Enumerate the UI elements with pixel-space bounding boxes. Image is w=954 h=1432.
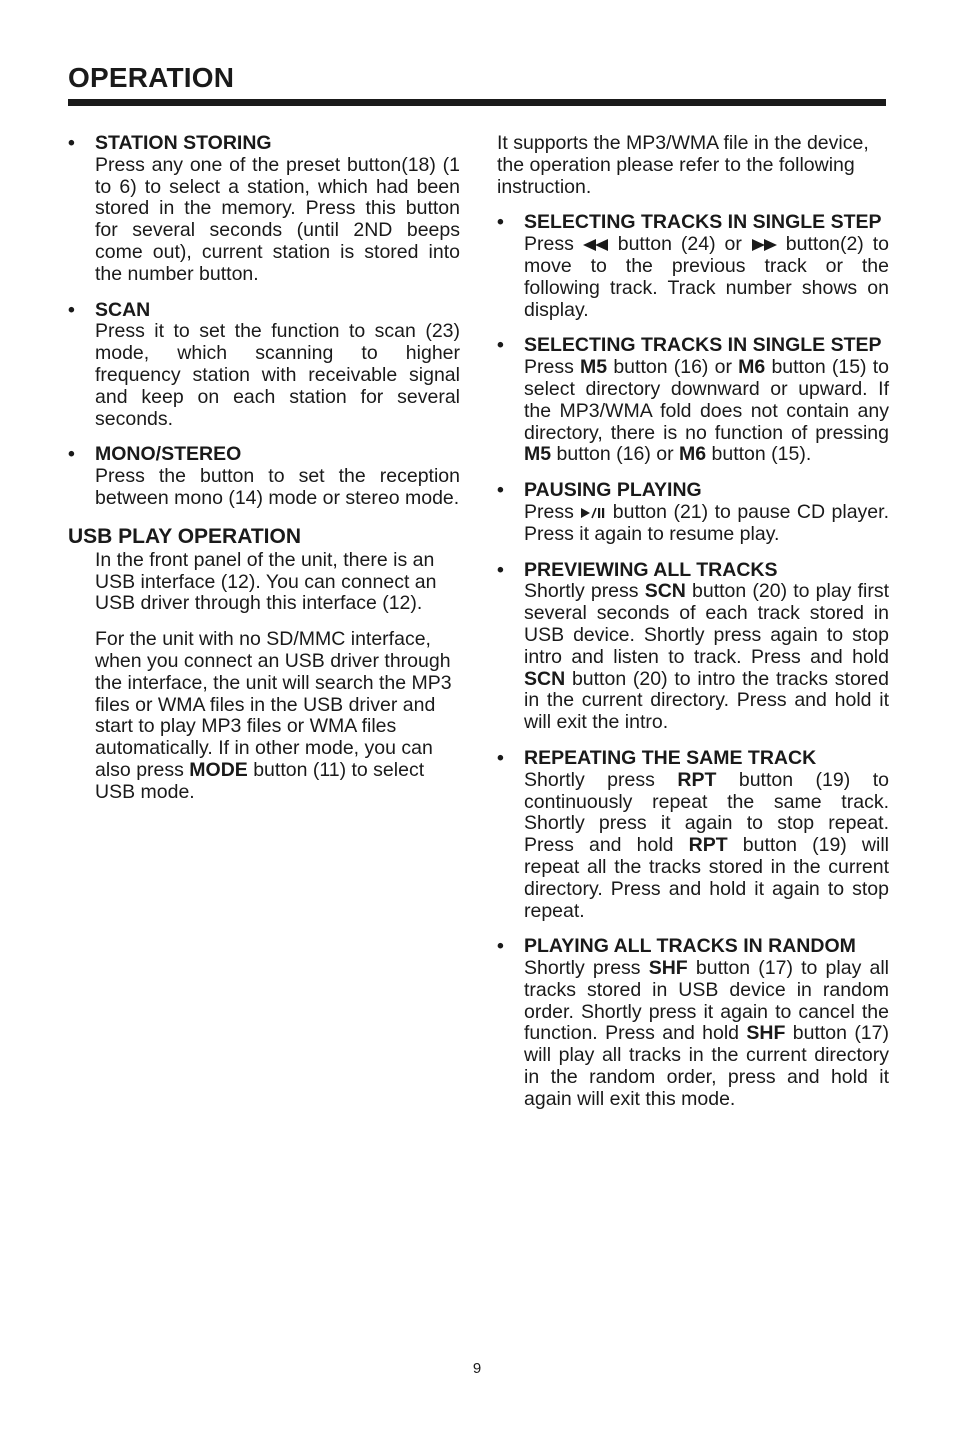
section-body: Press it to set the function to scan (23) mode, which scanning to higher frequency station with receivable signal and keep on each station for several seconds. xyxy=(95,320,460,430)
section-body: Shortly press RPT button (19) to continuously repeat the same track. Shortly press it again to stop repeat. Press and hold RPT button (19) will repeat all the tracks stored in the current directory. Press and hold it again to stop repeat. xyxy=(524,768,889,922)
right-column xyxy=(497,133,889,1125)
section-body: Press M5 button (16) or M6 button (15) to select directory downward or upward. If the MP3/WMA fold does not contain any directory, there is no function of pressing M5 button (16) or M6 button (15). xyxy=(524,356,889,466)
section-title: REPEATING THE SAME TRACK xyxy=(524,746,817,769)
bullet: • xyxy=(497,746,504,769)
section-previewing xyxy=(497,560,889,734)
section-body: Shortly press SHF button (17) to play all tracks stored in USB device in random order. Shortly press it again to cancel the function. Press and hold SHF button (17) will play all tracks in the current directory in the random order, press and hold it again will exit this mode. xyxy=(524,957,889,1110)
section-title: PAUSING PLAYING xyxy=(524,479,702,502)
title-rule xyxy=(68,99,886,106)
section-tracks-directory xyxy=(497,335,889,466)
section-pausing xyxy=(497,480,889,545)
page-number: 9 xyxy=(472,1360,482,1377)
usb-heading: USB PLAY OPERATION xyxy=(68,524,301,548)
bullet: • xyxy=(68,298,75,321)
play-pause-icon xyxy=(580,507,606,519)
section-title: PLAYING ALL TRACKS IN RANDOM xyxy=(524,935,856,958)
section-tracks-single-step xyxy=(497,212,889,321)
mode-label: MODE xyxy=(189,758,248,781)
mp3-intro: It supports the MP3/WMA file in the device, the operation please refer to the following instruction. xyxy=(497,132,869,198)
section-random xyxy=(497,936,889,1110)
bullet: • xyxy=(497,935,504,958)
bullet: • xyxy=(497,334,504,357)
section-title: PREVIEWING ALL TRACKS xyxy=(524,558,778,581)
usb-paragraph-2: For the unit with no SD/MMC interface, when you connect an USB driver through the interface, the unit will search the MP3 files or WMA files in the USB driver and start to play MP3 files or WMA files automatically. If in other mode, you can also press MODE button (11) to select USB mode. xyxy=(95,628,452,803)
section-title: STATION STORING xyxy=(95,132,272,154)
page-title: OPERATION xyxy=(68,62,235,93)
section-title: SELECTING TRACKS IN SINGLE STEP xyxy=(524,211,882,234)
section-body: Press button (24) or button(2) to move to the previous track or the following track. Track number shows on display. xyxy=(524,233,890,321)
section-mono-stereo xyxy=(68,444,460,509)
rewind-icon xyxy=(583,239,609,251)
bullet: • xyxy=(68,443,75,466)
section-body: Press the button to set the reception between mono (14) mode or stereo mode. xyxy=(95,465,460,509)
section-station-storing xyxy=(68,133,460,286)
left-column xyxy=(68,133,460,818)
section-body: Shortly press SCN button (20) to play first several seconds of each track stored in USB device. Shortly press again to stop intro and listen to track. Press and hold SCN button (20) to intro the tracks stored in the current directory. Press and hold it will exit the intro. xyxy=(524,580,889,734)
bullet: • xyxy=(497,479,504,502)
section-title: SELECTING TRACKS IN SINGLE STEP xyxy=(524,334,882,357)
section-body: Press any one of the preset button(18) (1 to 6) to select a station, which had been stored in the memory. Press this button for several seconds (until 2ND beeps come out), current station is stored into the number button. xyxy=(95,153,460,285)
usb-paragraph-1: In the front panel of the unit, there is an USB interface (12). You can connect an USB driver through this interface (12). xyxy=(95,548,437,615)
section-scan xyxy=(68,300,460,431)
bullet: • xyxy=(497,211,504,234)
section-title: MONO/STEREO xyxy=(95,443,242,466)
section-title: SCAN xyxy=(95,298,151,321)
section-body: Press button (21) to pause CD player. Press it again to resume play. xyxy=(524,500,889,545)
section-repeating xyxy=(497,748,889,922)
fast-forward-icon xyxy=(751,239,777,251)
bullet: • xyxy=(68,132,75,154)
bullet: • xyxy=(497,558,504,581)
